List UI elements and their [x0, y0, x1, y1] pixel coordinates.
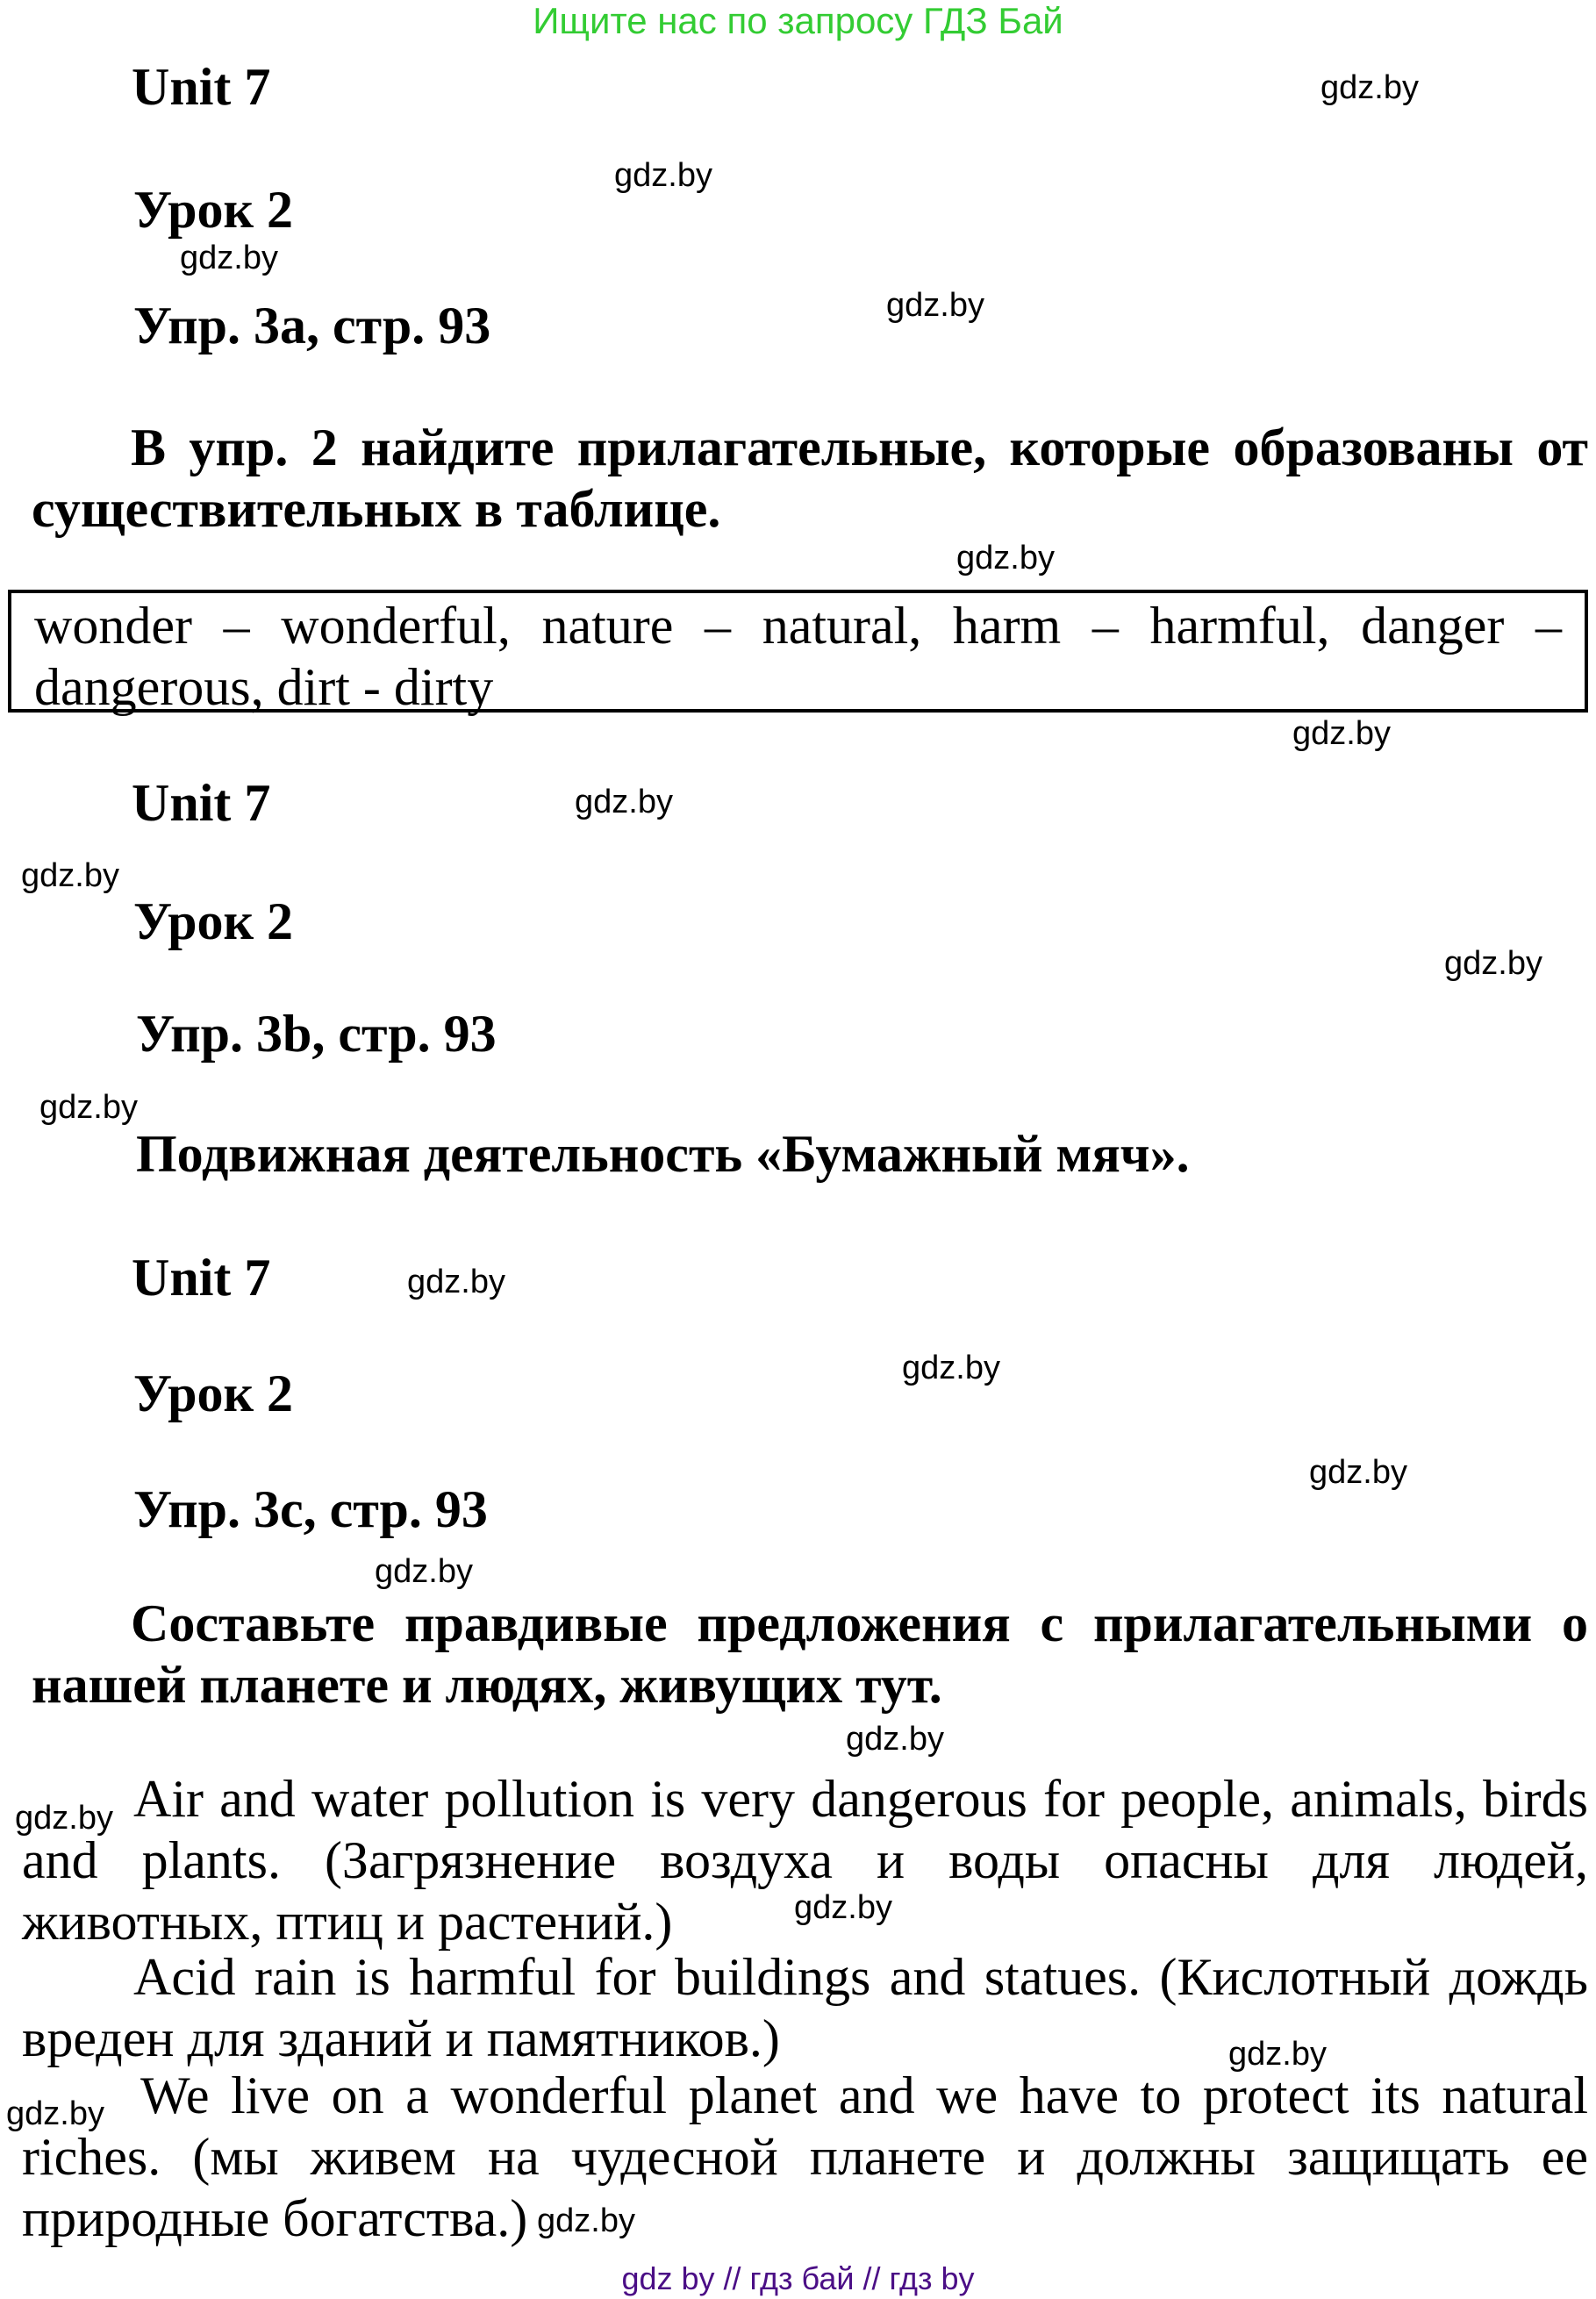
- answer-paragraph: [22, 2065, 1588, 2249]
- text-line: Acid rain is harmful for buildings and statues. (Кислотный дождь: [133, 1948, 1588, 2006]
- gdz-watermark: gdz.by: [575, 784, 673, 820]
- lesson-heading: Урок 2: [133, 181, 294, 239]
- exercise-heading: Упр. 3c, стр. 93: [133, 1480, 488, 1538]
- unit-heading: Unit 7: [132, 58, 271, 116]
- gdz-watermark: gdz.by: [39, 1089, 138, 1126]
- text-line: природные богатства.): [22, 2189, 528, 2247]
- exercise-heading: Упр. 3b, стр. 93: [136, 1005, 497, 1063]
- task-paragraph: [32, 1593, 1588, 1715]
- text-line: and plants. (Загрязнение воздуха и воды опасны для людей,: [22, 1831, 1588, 1889]
- gdz-watermark: gdz.by: [21, 857, 119, 894]
- unit-heading: Unit 7: [132, 774, 271, 832]
- gdz-watermark: gdz.by: [902, 1350, 1000, 1386]
- gdz-watermark: gdz.by: [1320, 69, 1419, 106]
- text-line: животных, птиц и растений.): [22, 1893, 673, 1951]
- gdz-watermark: gdz.by: [846, 1721, 944, 1758]
- gdz-watermark: gdz.by: [180, 240, 278, 276]
- exercise-heading: Упр. 3a, стр. 93: [133, 297, 491, 355]
- text-line: riches. (мы живем на чудесной планете и должны защищать ее: [22, 2128, 1588, 2186]
- gdz-watermark: gdz.by: [1228, 2036, 1327, 2073]
- gdz-watermark: gdz.by: [956, 540, 1055, 577]
- text-line: We live on a wonderful planet and we have to protect its natural: [140, 2066, 1588, 2124]
- text-line: вреден для зданий и памятников.): [22, 2009, 780, 2067]
- text-line: существительных в таблице.: [32, 480, 721, 538]
- text-line: dangerous, dirt - dirty: [34, 658, 494, 716]
- task-paragraph: [32, 417, 1588, 540]
- lesson-heading: Урок 2: [133, 892, 294, 950]
- footer-tagline: gdz by // гдз бай // гдз by: [621, 2260, 975, 2296]
- text-line: wonder – wonderful, nature – natural, harm – harmful, danger –: [34, 597, 1562, 655]
- task-paragraph: [32, 1123, 1588, 1185]
- gdz-watermark: gdz.by: [1292, 715, 1391, 752]
- text-line: нашей планете и людях, живущих тут.: [32, 1656, 942, 1714]
- top-banner: Ищите нас по запросу ГДЗ Бай: [533, 0, 1063, 41]
- answer-box: [8, 590, 1588, 716]
- lesson-heading: Урок 2: [133, 1364, 294, 1422]
- text-line: Air and water pollution is very dangerous for people, animals, birds: [133, 1770, 1588, 1828]
- unit-heading: Unit 7: [132, 1249, 271, 1307]
- gdz-watermark: gdz.by: [15, 1800, 113, 1837]
- gdz-watermark: gdz.by: [537, 2202, 635, 2239]
- gdz-watermark: gdz.by: [375, 1553, 473, 1590]
- gdz-watermark: gdz.by: [1309, 1454, 1407, 1491]
- gdz-watermark: gdz.by: [886, 287, 984, 324]
- gdz-watermark: gdz.by: [6, 2095, 104, 2132]
- text-line: Составьте правдивые предложения с прилагательными о: [131, 1594, 1588, 1652]
- gdz-watermark: gdz.by: [407, 1264, 505, 1300]
- text-line: Подвижная деятельность «Бумажный мяч».: [136, 1125, 1190, 1183]
- gdz-watermark: gdz.by: [794, 1889, 892, 1926]
- gdz-watermark: gdz.by: [1444, 945, 1542, 982]
- gdz-watermark: gdz.by: [614, 157, 712, 194]
- text-line: В упр. 2 найдите прилагательные, которые образованы от: [131, 419, 1588, 476]
- answer-paragraph: [22, 1946, 1588, 2069]
